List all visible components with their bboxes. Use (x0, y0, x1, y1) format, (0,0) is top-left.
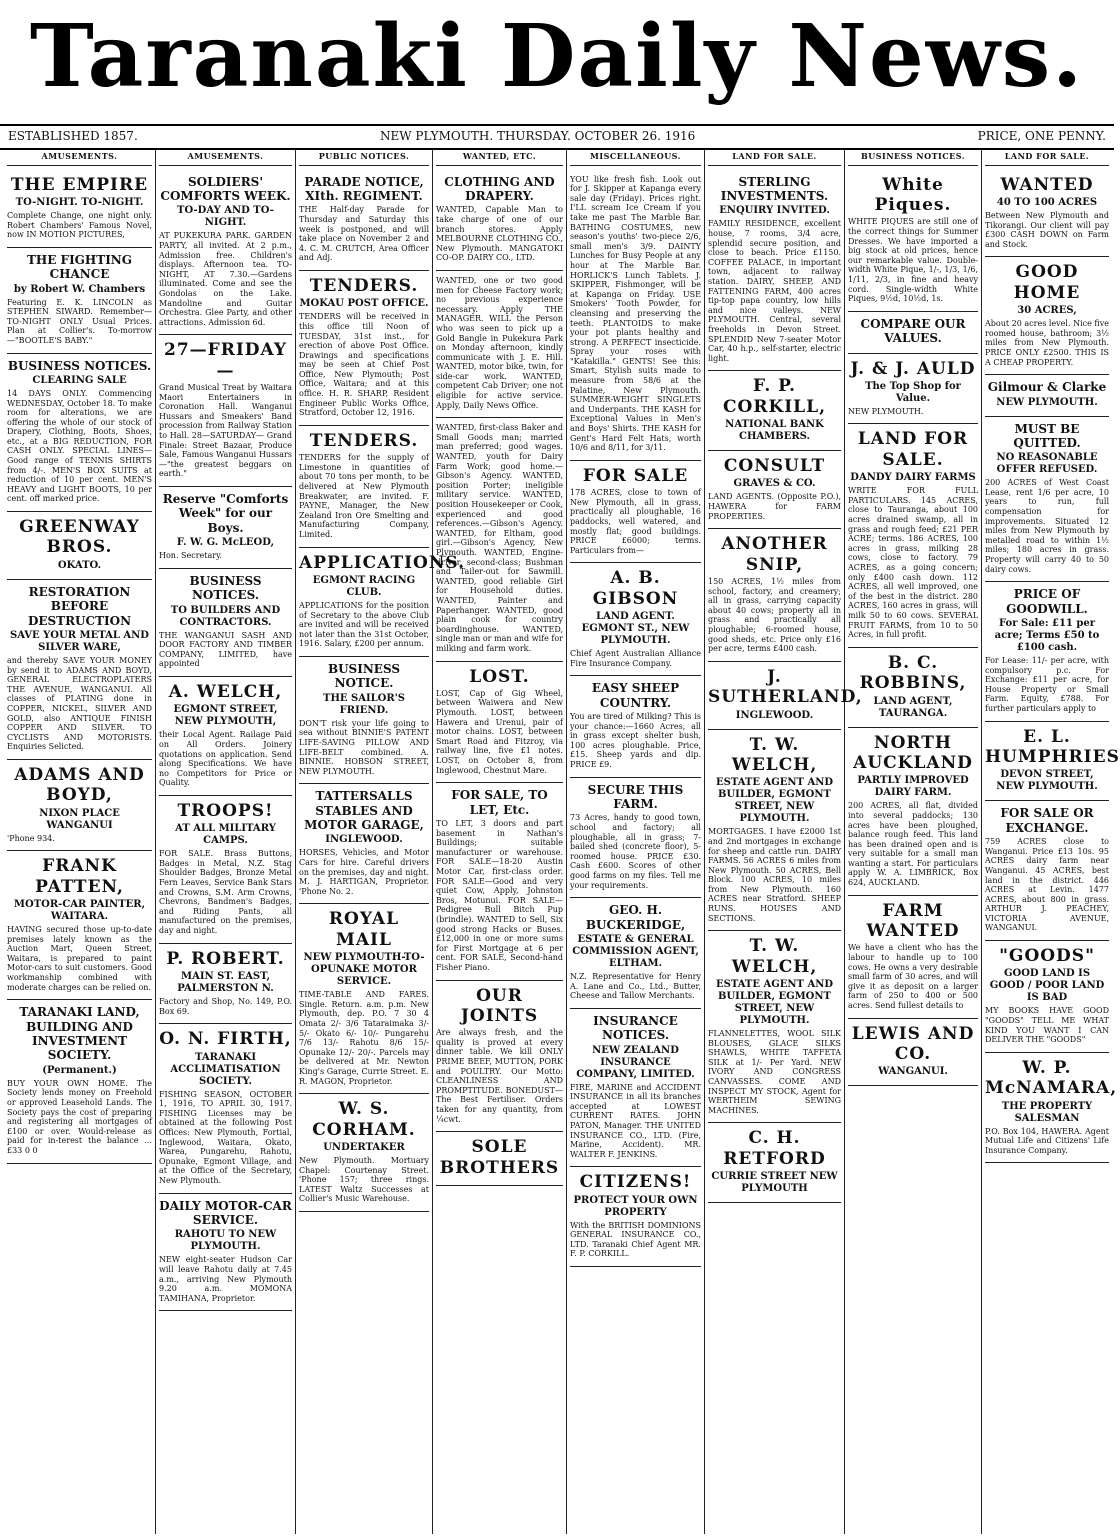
ad-headline: A. WELCH, (168, 681, 283, 702)
ad-body: NEW eight-seater Hudson Car will leave Rahotu daily at 7.45 a.m., arriving New Plymouth 9.20 a.m. MOMONA TAMIHANA, Proprietor. (159, 1255, 292, 1303)
advertisement (7, 248, 152, 354)
ad-headline: BUSINESS NOTICES. (7, 358, 152, 373)
issue-date: NEW PLYMOUTH. THURSDAY. OCTOBER 26. 1916 (380, 129, 696, 143)
ad-body: TENDERS for the supply of Limestone in quantities of about 70 tons per month, to be delivered at New Plymouth Breakwater, are invited. F. PAYNE, Manager, the New Zealand Iron Ore Smelting and Manufacturing Company, Limited. (299, 453, 429, 539)
advertisement (708, 371, 841, 451)
ad-headline: J. & J. AULD (850, 358, 976, 379)
ad-subheading: For Sale: £11 per acre; Terms £50 to £100 cash. (994, 618, 1100, 653)
ad-body: FLANNELETTES, WOOL SILK BLOUSES, GLACE SILKS SHAWLS, WHITE TAFFETA SILK at 1/- Per Yard. NEW IVORY AND CONGRESS CANVASSES. COME AND INSPECT MY STOCK, Agent for WERTHEIM SEWING MACHINES. (708, 1029, 841, 1115)
ad-subheading: GRAVES & CO. (733, 478, 816, 490)
ad-body: Chief Agent Australian Alliance Fire Insurance Company. (570, 649, 701, 668)
advertisement (570, 676, 701, 777)
advertisement (708, 730, 841, 932)
ad-body: BUY YOUR OWN HOME. The Society lends money on Freehold or approved Leasehold Lands. The Society pays the cost of preparing and registering all mortgages of £100 or over. Would-release as paid for in-terest the balance ... £33 0 0 (7, 1078, 152, 1155)
ad-subheading: The Top Shop for Value. (865, 380, 961, 404)
ad-body: Featuring E. K. LINCOLN as STEPHEN SIWARD. Remember—TO-NIGHT ONLY Usual Prices. Plan at Collier's. To-morrow—"BOOTLE'S BABY." (7, 297, 152, 345)
ad-subheading: WANGANUI. (878, 1066, 948, 1078)
ad-headline: SECURE THIS FARM. (587, 782, 684, 812)
ad-headline: LEWIS AND CO. (851, 1023, 975, 1064)
ad-body: WANTED, first-class Baker and Small Goods man; married man preferred; good wages. WANTED, youth for Dairy Farm Work; good home.—Gibson's Agency. WANTED, position Porter; ineligible military service. WANTED, position Housekeeper or Cook, experienced and good references.—Gibson's Agency. WANTED, for Eltham, good girl.—Gibson's Agency, New Plymouth. WANTED, Engine-driver, second-class; Bushman and Tailer-out for Sawmill. WANTED, good reliable Girl for Household duties. WANTED, Painter and Paperhanger. WANTED, good plain cook for country boardinghouse. WANTED, single man or man and wife for milking and farm work. (436, 423, 563, 653)
ad-subheading: 30 ACRES, (1017, 305, 1077, 317)
newspaper-title: Taranaki Daily News. (29, 6, 1085, 107)
ad-body: WHITE PIQUES are still one of the correct things for Summer Dresses. We have imported a big stock at old prices, hence our remarkable value. Double-width White Pique, 1/-, 1/3, 1/6, 1/11, 2/3, in fine and heavy cord. Single-width White Piques, 9½d, 10½d, 1s. (848, 217, 978, 304)
ad-body: Grand Musical Treat by Waitara Maori Entertainers in Coronation Hall. Wanganui Hussars and Smeakers' Band procession from Railway Station to Hall. 28—SATURDAY— Grand Finale: Street Bazaar, Produce Sale, Famous Wanganui Hussars—"the greatest beggars on earth." (159, 383, 292, 479)
ad-body: We have a client who has the labour to handle up to 100 cows. He owns a very desirable small farm of 30 acres, and will give it as deposit on a larger farm of 250 to 400 or 500 acres. Send fullest details to (848, 943, 978, 1011)
ad-subheading: TO BUILDERS AND CONTRACTORS. (170, 604, 281, 628)
ad-headline: FOR SALE, TO LET, Etc. (451, 788, 548, 817)
advertisement (848, 170, 978, 312)
ad-body: New Plymouth. Mortuary Chapel: Courtenay Street. 'Phone 157; three rings. LATEST Waltz Successes at Collier's Music Warehouse. (299, 1155, 429, 1204)
ad-subheading: by Robert W. Chambers (13, 283, 146, 295)
column-5 (567, 150, 705, 1534)
ad-body: 178 ACRES, close to town of New Plymouth, all in grass, practically all ploughable, 16 paddocks, well watered, and mostly flat; good buildings. PRICE £6000; terms. Particulars from— (570, 488, 701, 555)
ad-subheading: NEW PLYMOUTH. (996, 396, 1098, 408)
ad-headline: EASY SHEEP COUNTRY. (591, 681, 680, 710)
ad-subheading: OKATO. (57, 559, 102, 571)
ad-headline: SOLDIERS' COMFORTS WEEK. (160, 174, 291, 203)
ad-body: 200 ACRES, all flat, divided into several paddocks; 130 acres have been ploughed, balance rough feed. This land has been drained open and is very suitable for a small man wanting a start. For particulars apply W. A. LIMBRICK, Box 624, AUCKLAND. (848, 801, 978, 888)
ad-body: TENDERS will be received in this office till Noon of TUESDAY, 31st inst., for erection of above Post Office. Drawings and specifications may be seen at Chief Post Office, New Plymouth; Post Office, Waitara; and at this office. H. R. SHARP, Resident Engineer Public Works Office, Stratford, October 12, 1916. (299, 312, 429, 418)
advertisement (985, 801, 1109, 941)
ad-body: N.Z. Representative for Henry A. Lane and Co., Ltd., Butter, Cheese and Tallow Merchants. (570, 971, 701, 1001)
ad-headline: E. L. HUMPHRIES (985, 726, 1120, 767)
advertisement (159, 569, 292, 677)
ad-headline: 27—FRIDAY— (163, 340, 288, 381)
ad-body: Hon. Secretary. (159, 551, 223, 561)
ad-headline: NORTH AUCKLAND (853, 732, 973, 773)
ad-headline: ADAMS AND BOYD, (14, 764, 145, 806)
ad-body: WANTED, one or two good men for Cheese Factory work; no previous experience necessary. Apply THE MANAGER. WILL the Person who was seen to pick up a Gold Bangle in Pukekura Park on Monday afternoon, kindly communicate with J. E. Hill. WANTED, motor bike, twin, for side-car work. WANTED, competent Cab Driver; one not eligible for active service. Apply, Daily News Office. (436, 275, 563, 410)
advertisement (985, 257, 1109, 375)
column-6 (705, 150, 863, 1534)
advertisement (985, 582, 1109, 721)
ad-subheading: NATIONAL BANK CHAMBERS. (725, 419, 824, 443)
ad-headline: BUSINESS NOTICE. (327, 661, 401, 691)
column-heading: LAND FOR SALE. (985, 150, 1109, 166)
ad-body: TIME-TABLE AND FARES. Single. Return. a.m. p.m. New Plymouth, dep. P.O. 7 30 4 Omata 2/- 3/6 Tataraimaka 3/- 5/- Okato 6/- 10/- Pungarehu 7/6 13/- Rahotu 8/6 15/- Opunake 12/- 20/-. Parcels may be delivered at Mr. Newton King's Garage, Currie Street. E. R. MAGON, Proprietor. (299, 990, 429, 1086)
advertisement (985, 170, 1109, 258)
ad-headline: F. P. CORKILL, (722, 376, 827, 417)
advertisement (570, 563, 701, 676)
ad-headline: LOST. (469, 666, 530, 687)
advertisement (159, 944, 292, 1025)
ad-body: P.O. Box 104, HAWERA. Agent Mutual Life and Citizens' Life Insurance Company. (985, 1126, 1109, 1155)
advertisement (436, 170, 563, 271)
ad-body: 'Phone 934. (7, 833, 55, 843)
advertisement (436, 662, 563, 784)
ad-body: YOU like fresh fish. Look out for J. Skipper at Kapanga every sale day (Friday). Prices right. I'LL scream Ice Cream if you take me past The Marble Bar. BATHING COSTUMES, new season's youths' two-piece 2/6, small men's 3/9. DAINTY Lunches for Busy People at any hour at The Marble Bar. HORLICK'S Lunch Tablets. J. SKIPPER, Fishmonger, will be at Kapanga on Friday. USE Smokers' Tooth Powder, for cleansing and preserving the teeth. PLANTOIDS to make your pot plants healthy and strong. A PERFECT insecticide. Spray your roses with "Katakilla." GENTS! See this: Smart, Stylish suits made to measure from 58/6 at the Palatine, New Plymouth. SUMMER-WEIGHT SINGLETS and Underpants. THE KASH for Exceptional Values in Men's and Boys' Shirts. THE KASH for Gent's Hard Felt Hats, worth 10/6 and 8/11, for 3/11. (570, 174, 701, 453)
price-label: PRICE, ONE PENNY. (977, 129, 1106, 143)
masthead (0, 0, 1114, 118)
ad-subheading: ESTATE AGENT AND BUILDER, EGMONT STREET, NEW PLYMOUTH. (715, 777, 834, 825)
ad-headline: TROOPS! (177, 800, 274, 821)
ad-headline: GREENWAY BROS. (19, 517, 140, 558)
ad-headline: INSURANCE NOTICES. (593, 1013, 678, 1043)
ad-headline: A. B. GIBSON (592, 568, 679, 609)
ad-subheading: RAHOTU TO NEW PLYMOUTH. (174, 1229, 277, 1253)
advertisement (7, 354, 152, 513)
ad-subheading: GOOD LAND IS GOOD / POOR LAND IS BAD (989, 968, 1105, 1004)
ad-body: THE WANGANUI SASH AND DOOR FACTORY AND TIMBER COMPANY, LIMITED, have appointed (159, 630, 292, 669)
ad-subheading: LAND AGENT, TAURANGA. (873, 695, 953, 719)
column-heading: AMUSEMENTS. (7, 150, 152, 166)
advertisement (299, 784, 429, 904)
column-2 (156, 150, 296, 1534)
advertisement (159, 1024, 292, 1193)
ad-headline: DAILY MOTOR-CAR SERVICE. (159, 1198, 292, 1227)
ad-body: TO LET, 3 doors and part basement in Nathan's Buildings; suitable manufacturer or warehouse. FOR SALE—18-20 Austin Motor Car, first-class order. FOR SALE—Good and very quiet Cow, Apply, Johnston Bros, Motunui. FOR SALE—Pedigree Bull Bitch Pup (brindle). WANTED to Sell, Six good strong Hacks or Buses. £12,000 in one or more sums for First Mortgage at 6 per cent. FOR SALE, Second-hand Fisher Piano. (436, 819, 563, 972)
ad-headline: MUST BE QUITTED. (1013, 421, 1081, 450)
ad-headline: T. W. WELCH, (731, 936, 818, 977)
ad-subheading: EGMONT STREET, NEW PLYMOUTH, (173, 704, 278, 728)
ad-headline: GOOD HOME (1013, 262, 1081, 303)
advertisement (159, 487, 292, 569)
ad-body: MORTGAGES. I have £2000 1st and 2nd mortgages in exchange for sheep and cattle run. DAIRY FARMS. 56 ACRES 6 miles from New Plymouth. 50 ACRES, Bell Block. 100 ACRES, 10 miles from New Plymouth. 160 ACRES near Stratford. SHEEP RUNS. HOUSES AND SECTIONS. (708, 827, 841, 923)
column-7 (845, 150, 982, 1534)
ad-headline: TARANAKI LAND, BUILDING AND INVESTMENT SOCIETY. (19, 1005, 140, 1063)
advertisement (570, 461, 701, 564)
ad-headline: ANOTHER SNIP, (721, 534, 828, 575)
advertisement (570, 1009, 701, 1168)
advertisement (848, 424, 978, 647)
ad-subheading: TO-DAY AND TO-NIGHT. (177, 205, 274, 229)
ad-body: Are always fresh, and the quality is proved at every dinner table. We kill ONLY PRIME BEEF, MUTTON, PORK and POULTRY. Our Motto: CLEANLINESS AND PROMPTITUDE. BONEDUST— The Best Fertiliser. Orders taken for any quantity, from ¼cwt. (436, 1028, 563, 1124)
ad-headline: FOR SALE (582, 465, 689, 486)
ad-headline: CITIZENS! (579, 1172, 692, 1193)
ad-subheading: PROTECT YOUR OWN PROPERTY (573, 1194, 698, 1218)
ad-subheading: CURRIE STREET NEW PLYMOUTH (711, 1171, 838, 1195)
ad-body: 759 ACRES close to Wanganui. Price £13 10s. 95 ACRES dairy farm near Wanganui. 45 ACRES, best land in the district. 446 ACRES at Levin. 1477 ACRES, about 800 in grass. ARTHUR J. PEACHEY, VICTORIA AVENUE, WANGANUI. (985, 837, 1109, 933)
ad-headline: B. C. ROBBINS, (859, 652, 967, 694)
ad-body: About 20 acres level. Nice five roomed house, bathroom; 3½ miles from New Plymouth. PRICE ONLY £2500. THIS IS A CHEAP PROPERTY. (985, 319, 1109, 367)
advertisement (436, 783, 563, 980)
advertisement (848, 312, 978, 354)
ad-subheading: MOTOR-CAR PAINTER, WAITARA. (13, 899, 146, 923)
ad-headline: W. P. McNAMARA, (985, 1057, 1118, 1099)
ad-subheading: MOKAU POST OFFICE. (299, 298, 429, 310)
ad-subheading: ESTATE AGENT AND BUILDER, EGMONT STREET, NEW PLYMOUTH. (715, 979, 834, 1027)
advertisement (708, 1123, 841, 1203)
ad-subheading: UNDERTAKER (323, 1141, 405, 1153)
ad-subheading: ESTATE & GENERAL COMMISSION AGENT, ELTHAM. (572, 933, 699, 969)
ad-subheading: SAVE YOUR METAL AND SILVER WARE, (10, 629, 149, 653)
column-3 (296, 150, 465, 1534)
ad-headline: "GOODS" (999, 946, 1095, 967)
ad-headline: O. N. FIRTH, (159, 1029, 292, 1050)
ad-body: For Lease: 11/- per acre, with compulsory p.c. For Exchange: £11 per acre, for House Property or Small Farm. Equity, £788. For further particulars apply to (985, 656, 1109, 713)
column-4 (433, 150, 567, 1534)
column-1 (4, 150, 156, 1534)
advertisement (848, 354, 978, 425)
advertisement (299, 657, 429, 784)
ad-subheading: MAIN ST. EAST, PALMERSTON N. (177, 971, 274, 995)
advertisement (708, 662, 863, 730)
ad-headline: White Piques. (874, 174, 952, 215)
ad-subheading: THE PROPERTY SALESMAN (1001, 1100, 1093, 1124)
column-heading: LAND FOR SALE. (708, 150, 841, 166)
advertisement (299, 548, 465, 657)
ad-headline: Gilmour & Clarke (987, 380, 1107, 395)
column-heading: BUSINESS NOTICES. (848, 150, 978, 166)
ad-body: Complete Change, one night only. Robert Chambers' Famous Novel, now IN MOTION PICTURES, (7, 210, 152, 240)
ad-headline: STERLING INVESTMENTS. (720, 174, 829, 203)
advertisement (708, 529, 841, 662)
ad-headline: SOLE BROTHERS (439, 1137, 560, 1178)
ad-subheading: DEVON STREET, NEW PLYMOUTH. (996, 769, 1098, 793)
ad-subheading: DANDY DAIRY FARMS (850, 472, 976, 484)
ad-body: AT PUKEKURA PARK. GARDEN PARTY, all invited. At 2 p.m., Admission free. Children's displays. Afternoon tea. TO-NIGHT, AT 7.30.—Gardens illuminated. Come and see the Gondolas on the Lake. Mandoline and Guitar Orchestra. Glee Party, and other attractions. Admission 6d. (159, 231, 292, 327)
advertisement (436, 981, 563, 1133)
ad-body: MY BOOKS HAVE GOOD "GOODS" TELL ME WHAT KIND YOU WANT I CAN DELIVER THE "GOODS" (985, 1006, 1109, 1045)
ad-body: Factory and Shop, No. 149, P.O. Box 69. (159, 997, 292, 1016)
ad-headline: Reserve "Comforts Week" for our Boys. (162, 492, 289, 535)
ad-headline: FRANK PATTEN, (35, 856, 124, 897)
ad-body: 73 Acres, handy to good town, school and factory; all ploughable, all in grass; 7-bailed shed (concrete floor), 5-roomed house. PRICE £30. Cash £600. Scores of other good farms on my files. Tell me your requirements. (570, 813, 701, 890)
advertisement (985, 941, 1109, 1053)
ad-headline: BUSINESS NOTICES. (189, 573, 262, 603)
ad-subheading: LAND AGENT. EGMONT ST., NEW PLYMOUTH. (581, 611, 690, 647)
advertisement (985, 417, 1109, 583)
ad-subheading: ENQUIRY INVITED. (719, 205, 830, 217)
ad-body: FOR SALE. Brass Buttons, Badges in Metal, N.Z. Stag Shoulder Badges, Bronze Metal Fern Leaves, Service Bank Stars and Crowns, S.M. Arm Crowns, Chevrons, Bandmen's Badges, and Riding Pants, all manufactured on the premises, day and night. (159, 849, 292, 936)
ad-headline: TENDERS. (309, 275, 419, 296)
ad-headline: TENDERS. (309, 430, 419, 451)
ad-headline: FARM WANTED (866, 900, 960, 942)
column-heading: MISCELLANEOUS. (570, 150, 701, 166)
ad-body: With the BRITISH DOMINIONS GENERAL INSURANCE CO., LTD. Taranaki Chief Agent MR. F. P. CORKILL. (570, 1220, 701, 1259)
ad-subheading: CLEARING SALE (32, 374, 127, 386)
advertisement (848, 728, 978, 896)
advertisement (708, 170, 841, 372)
ad-body: FAMILY RESIDENCE, excellent house, 7 rooms, 3/4 acre, splendid secure position, and close to beach. Price £1150. COFFEE PALACE, in important town, adjacent to railway station. DAIRY, SHEEP, AND FATTENING FARM, 400 acres tip-top papa country, low hills and nice valleys. NEW PLYMOUTH. Central, several freeholds in Devon Street. SPLENDID New 7-seater Motor Car, 40 h.p., self-starter, electric light. (708, 219, 841, 363)
advertisement (985, 722, 1120, 802)
column-8 (982, 150, 1120, 1534)
ad-subheading: NEW PLYMOUTH-TO-OPUNAKE MOTOR SERVICE. (303, 952, 425, 988)
advertisement (159, 335, 292, 487)
ad-body: LAND AGENTS. (Opposite P.O.), HAWERA for FARM PROPERTIES. (708, 492, 841, 521)
advertisement (570, 898, 701, 1009)
advertisement (299, 426, 429, 548)
ad-body: APPLICATIONS for the position of Secretary to the above Club are invited and will be received not later than the 31st October, 1916. Salary, £200 per annum. (299, 600, 429, 649)
advertisement (299, 1094, 429, 1212)
ad-body: 14 DAYS ONLY. Commencing WEDNESDAY, October 18. To make room for alterations, we are offering the whole of our stock of Drapery, Clothing, Boots, Shoes, etc., at a BIG REDUCTION, FOR CASH ONLY. SPECIAL LINES— Good range of TENNIS SHIRTS from 4/-. MEN'S BOX SUITS at reduction of 10 per cent. MEN'S HEAVY and LIGHT BOOTS, 10 per cent. off marked price. (7, 388, 152, 504)
ad-body: LOST, Cap of Gig Wheel, between Waiwera and New Plymouth. LOST, between Hawera and Urenui, pair of motor chains. LOST, between Smart Road and Fitzroy, via railway line, five £1 notes. LOST, on October 8, from Inglewood, Chestnut Mare. (436, 688, 563, 775)
ad-headline: THE EMPIRE (10, 174, 149, 195)
advertisement (299, 904, 429, 1094)
advertisement (848, 896, 978, 1019)
established-label: ESTABLISHED 1857. (8, 129, 138, 143)
column-heading: WANTED, ETC. (436, 150, 563, 166)
ad-body: and thereby SAVE YOUR MONEY by send it to ADAMS AND BOYD, GENERAL ELECTROPLATERS THE AVENUE, WANGANUI. All classes of PLATING done in COPPER, NICKEL, SILVER AND GOLD, also ANTIQUE FINISH COPPER AND SILVER. TO CYCLISTS AND MOTORISTS. Enquiries Selicted. (7, 655, 152, 752)
ad-body: THE Half-day Parade for Thursday and Saturday this week is postponed, and will take place on November 2 and 4. C. M. CRUTCH, Area Officer and Adj. (299, 205, 429, 263)
ad-subheading: EGMONT RACING CLUB. (312, 574, 416, 598)
advertisement (7, 170, 152, 248)
ad-subheading: NEW ZEALAND INSURANCE COMPANY, LIMITED. (576, 1044, 695, 1080)
ad-headline: THE FIGHTING CHANCE (26, 252, 133, 282)
ad-body: HAVING secured those up-to-date premises lately known as the Auction Mart, Queen Street, Waitara, is prepared to paint Motor-cars to suit customers. Good workmanship combined with moderate charges can be relied on. (7, 925, 152, 992)
ad-body: WRITE FOR FULL PARTICULARS. 145 ACRES, close to Tauranga, about 100 acres drained swamp, all in grass and rough feed; £21 PER ACRE; terms. 186 ACRES, 100 acres in grass, milking 28 cows, close to factory. 79 ACRES, as a going concern; only £400 cash down. 112 ACRES, all well improved, one of the best in the district. 280 ACRES, 160 acres in grass, will milk 50 to 60 cows. SEVERAL FRUIT FARMS, from 10 to 50 Acres, in full profit. (848, 486, 978, 640)
ad-subheading: THE SAILOR'S FRIEND. (323, 692, 405, 716)
ad-headline: P. ROBERT. (166, 948, 285, 969)
advertisement (708, 931, 841, 1123)
advertisement (299, 271, 429, 426)
ad-headline: CLOTHING AND DRAPERY. (444, 174, 555, 203)
advertisement (848, 1019, 978, 1087)
advertisement (570, 1167, 701, 1267)
advertisement (436, 418, 563, 661)
column-heading: PUBLIC NOTICES. (299, 150, 429, 166)
advertisement (7, 1000, 152, 1163)
advertisement (7, 760, 152, 851)
ad-body: DON'T risk your life going to sea without BINNIE'S PATENT LIFE-SAVING PILLOW AND LIFE-BELT combined. A. BINNIE. HOBSON STREET, NEW PLYMOUTH. (299, 718, 429, 776)
advertisement (7, 851, 152, 1000)
advertisement (159, 1194, 292, 1312)
ad-subheading: NIXON PLACE WANGANUI (39, 807, 120, 831)
ad-headline: CONSULT (723, 456, 826, 477)
advertisement (436, 1132, 563, 1186)
column-heading: AMUSEMENTS. (159, 150, 292, 166)
ad-subheading: PARTLY IMPROVED DAIRY FARM. (857, 775, 969, 799)
ad-headline: OUR JOINTS (460, 985, 539, 1026)
ad-headline: PRICE OF GOODWILL. (1006, 587, 1088, 616)
ad-subheading: INGLEWOOD. (325, 834, 403, 846)
ad-headline: ROYAL MAIL (328, 909, 400, 950)
ad-headline: APPLICATIONS. (299, 552, 465, 573)
ad-subheading: (Permanent.) (42, 1064, 117, 1076)
ad-headline: GEO. H. BUCKERIDGE, (585, 903, 686, 932)
advertisement (708, 451, 841, 529)
ad-body: their Local Agent. Railage Paid on All Orders. Joinery quotations on application. Send along Specifications. We have no Competitors for Price or Quality. (159, 730, 292, 788)
ad-subheading: F. W. G. McLEOD, (176, 537, 275, 549)
ad-headline: T. W. WELCH, (731, 734, 818, 775)
ad-body: Between New Plymouth and Tikorangi. Our client will pay £300 CASH DOWN on Farm and Stock. (985, 210, 1109, 249)
ad-headline: LAND FOR SALE. (857, 429, 969, 470)
advertisement (159, 796, 292, 944)
ad-body: FIRE, MARINE and ACCIDENT INSURANCE in all its branches accepted at LOWEST CURRENT RATES. JOHN PATON, Manager. THE UNITED INSURANCE CO., LTD. (Fire, Marine, Accident). MR. WALTER F. JENKINS. (570, 1082, 701, 1159)
ad-headline: FOR SALE OR EXCHANGE. (1000, 806, 1094, 835)
ad-headline: PARADE NOTICE, XIth. REGIMENT. (304, 174, 424, 203)
ad-body: FISHING SEASON, OCTOBER 1, 1916, TO APRIL 30, 1917. FISHING Licenses may be obtained at the following Post Offices: New Plymouth, Fortial, Inglewood, Waitara, Okato, Warea, Pungarehu, Rahotu, Opunake, Egmont Village, and at the Office of the Secretary, New Plymouth. (159, 1089, 292, 1185)
advertisement (985, 1053, 1118, 1164)
advertisement (159, 170, 292, 336)
ad-subheading: TO-NIGHT. TO-NIGHT. (15, 196, 144, 208)
ad-body: WANTED, Capable Man to take charge of one of our branch stores. Apply MELBOURNE CLOTHING CO., New Plymouth. MANGATOKI CO-OP. DAIRY CO., LTD. (436, 205, 563, 263)
ad-subheading: TARANAKI ACCLIMATISATION SOCIETY. (170, 1051, 281, 1087)
advertisement (985, 375, 1109, 416)
ad-subheading: 40 TO 100 ACRES (996, 196, 1098, 208)
advertisement (7, 580, 152, 760)
ad-headline: W. S. CORHAM. (312, 1099, 416, 1140)
advertisement (159, 677, 292, 796)
columns (4, 150, 1120, 1534)
ad-body: 200 ACRES of West Coast Lease, rent 1/6 per acre, 10 years to run, full compensation for improvements. Situated 12 miles from New Plymouth by metalled road to within 1½ miles; 180 acres in grass. Property will carry 40 to 50 dairy cows. (985, 478, 1109, 574)
ad-subheading: INGLEWOOD. (735, 709, 814, 721)
ad-subheading: AT ALL MILITARY CAMPS. (175, 823, 276, 847)
advertisement (299, 170, 429, 271)
ad-headline: TATTERSALLS STABLES AND MOTOR GARAGE, (304, 789, 424, 833)
dateline-bar (0, 124, 1114, 150)
ad-subheading: NO REASONABLE OFFER REFUSED. (996, 452, 1098, 476)
ad-body: 150 ACRES, 1½ miles from school, factory, and creamery; all in grass, carrying capacity about 40 cows; property all in grass and practically all ploughable; 6-roomed house, good sheds, etc. Price only £16 per acre, terms £400 cash. (708, 577, 841, 654)
ad-headline: RESTORATION BEFORE DESTRUCTION (27, 584, 132, 628)
ad-headline: J. SUTHERLAND, (708, 666, 863, 708)
advertisement (570, 170, 701, 461)
ad-body: HORSES, Vehicles, and Motor Cars for hire. Careful drivers on the premises, day and night. M. J. HARTIGAN, Proprietor. 'Phone No. 2. (299, 848, 429, 896)
ad-headline: WANTED (1000, 174, 1094, 195)
ad-headline: C. H. RETFORD (723, 1128, 826, 1169)
ad-body: You are tired of Milking? This is your chance:—1660 Acres, all in grass except shelter bush, 100 acres ploughable. Price, £15. Sheep yards and dip. PRICE £9. (570, 712, 701, 770)
ad-body: NEW PLYMOUTH. (848, 406, 924, 416)
ad-headline: COMPARE OUR VALUES. (860, 316, 966, 346)
advertisement (7, 512, 152, 580)
advertisement (436, 271, 563, 418)
advertisement (570, 778, 701, 899)
advertisement (848, 648, 978, 728)
